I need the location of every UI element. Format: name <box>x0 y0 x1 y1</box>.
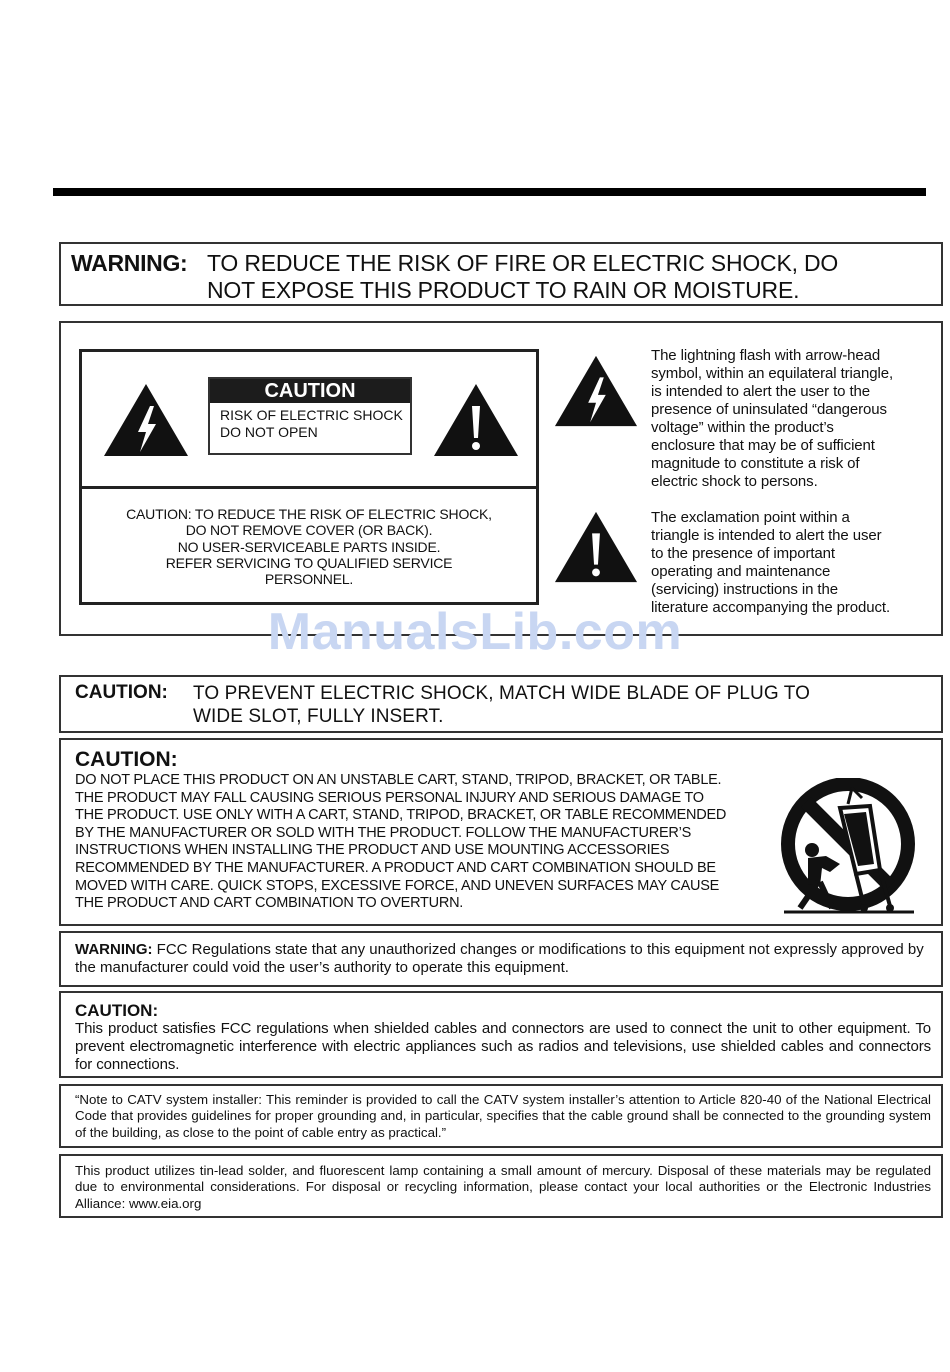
description-line: voltage” within the product’s <box>651 419 834 436</box>
caution-label-line: RISK OF ELECTRIC SHOCK <box>220 407 403 423</box>
caution-text-line: PERSONNEL. <box>264 571 354 588</box>
warning-label: WARNING: <box>71 250 188 276</box>
disposal-note-text: This product utilizes tin-lead solder, and fluorescent lamp containing a small amount of mercury. Disposal of these materials may be regulated due to environmental considerations. For disposal or recycling information, please contact your local authorities or the Electronic Industries Alliance: www.eia.org <box>75 1163 931 1211</box>
catv-note-box <box>59 1084 943 1148</box>
warning-line: NOT EXPOSE THIS PRODUCT TO RAIN OR MOISTURE. <box>207 277 800 303</box>
plug-caution-box <box>59 675 943 733</box>
disposal-note-box <box>59 1154 943 1218</box>
caution-line: THE PRODUCT AND CART COMBINATION TO OVERTURN. <box>75 895 464 912</box>
description-line: enclosure that may be of sufficient <box>651 437 875 454</box>
top-rule <box>53 188 926 196</box>
caution-label-line: DO NOT OPEN <box>220 424 318 440</box>
caution-heading: CAUTION: <box>75 748 178 771</box>
fcc-warning-body: FCC Regulations state that any unauthorized changes or modifications to this equipment not expressly approved by the manufacturer could void the user’s authority to operate this equipment. <box>75 941 924 976</box>
caution-line: WIDE SLOT, FULLY INSERT. <box>193 706 444 727</box>
watermark: ManualsLib.com <box>267 603 683 661</box>
exclamation-description <box>651 509 933 617</box>
caution-line: TO PREVENT ELECTRIC SHOCK, MATCH WIDE BLADE OF PLUG TO <box>193 683 811 704</box>
caution-line: DO NOT PLACE THIS PRODUCT ON AN UNSTABLE CART, STAND, TRIPOD, BRACKET, OR TABLE. <box>75 772 722 788</box>
warning-text <box>207 250 927 304</box>
caution-heading: CAUTION: <box>75 1001 159 1020</box>
caution-line: THE PRODUCT. USE ONLY WITH A CART, STAND, TRIPOD, BRACKET, OR TABLE RECOMMENDED <box>75 807 727 824</box>
plug-caution-text <box>193 682 913 728</box>
caution-line: MOVED WITH CARE. QUICK STOPS, EXCESSIVE FORCE, AND UNEVEN SURFACES MAY CAUSE <box>75 877 720 894</box>
fcc-caution-text: This product satisfies FCC regulations when shielded cables and connectors are used to connect the unit to other equipment. To prevent electromagnetic interference with electric appliances such as radios and televisions, use shielded cables and connectors for connections. <box>75 1020 931 1073</box>
caution-label-panel <box>79 349 539 605</box>
description-line: (servicing) instructions in the <box>651 581 838 598</box>
cart-caution-box <box>59 738 943 926</box>
fire-shock-warning-box <box>59 242 943 306</box>
catv-note-text: “Note to CATV system installer: This reminder is provided to call the CATV system installer’s attention to Article 820-40 of the National Electrical Code that provides guidelines for proper grounding and, in particular, specifies that the cable ground shall be connected to the grounding system of the building, as close to the point of cable entry as practical.” <box>75 1092 931 1140</box>
warning-label: WARNING: <box>75 941 153 958</box>
caution-text-line: DO NOT REMOVE COVER (OR BACK). <box>185 522 433 539</box>
description-line: magnitude to constitute a risk of <box>651 455 860 472</box>
lightning-triangle-icon <box>102 380 190 460</box>
caution-line: INSTRUCTIONS WHEN INSTALLING THE PRODUCT AND USE MOUNTING ACCESSORIES <box>75 842 670 859</box>
description-line: operating and maintenance <box>651 563 831 580</box>
panel-divider <box>82 486 536 489</box>
description-line: The lightning flash with arrow-head <box>651 347 881 364</box>
description-line: presence of uninsulated “dangerous <box>651 401 887 418</box>
caution-label: CAUTION: <box>75 682 168 703</box>
caution-text-line: CAUTION: TO REDUCE THE RISK OF ELECTRIC SHOCK, <box>126 506 492 522</box>
description-line: literature accompanying the product. <box>651 599 891 616</box>
lightning-triangle-icon <box>553 351 639 431</box>
description-line: electric shock to persons. <box>651 473 818 490</box>
caution-label <box>208 377 412 455</box>
fcc-warning-text <box>75 941 925 977</box>
fcc-caution-box <box>59 991 943 1078</box>
description-line: The exclamation point within a <box>651 509 850 526</box>
fcc-warning-box <box>59 931 943 987</box>
description-line: symbol, within an equilateral triangle, <box>651 365 894 382</box>
lightning-description <box>651 347 933 491</box>
description-line: triangle is intended to alert the user <box>651 527 882 544</box>
cart-tipover-icon <box>778 778 920 916</box>
caution-text <box>82 506 536 587</box>
caution-line: THE PRODUCT MAY FALL CAUSING SERIOUS PERSONAL INJURY AND SERIOUS DAMAGE TO <box>75 789 704 806</box>
cart-caution-text <box>75 772 765 913</box>
caution-line: RECOMMENDED BY THE MANUFACTURER. A PRODUCT AND CART COMBINATION SHOULD BE <box>75 859 716 876</box>
exclamation-triangle-icon <box>553 507 639 587</box>
description-line: to the presence of important <box>651 545 835 562</box>
safety-symbols-box <box>59 321 943 636</box>
caution-text-line: REFER SERVICING TO QUALIFIED SERVICE <box>165 554 453 571</box>
caution-line: BY THE MANUFACTURER OR SOLD WITH THE PRODUCT. FOLLOW THE MANUFACTURER’S <box>75 824 692 841</box>
exclamation-triangle-icon <box>432 380 520 460</box>
caution-text-line: NO USER-SERVICEABLE PARTS INSIDE. <box>177 538 441 555</box>
caution-label-title: CAUTION <box>210 379 410 403</box>
warning-line: TO REDUCE THE RISK OF FIRE OR ELECTRIC SHOCK, DO <box>207 250 839 276</box>
description-line: is intended to alert the user to the <box>651 383 871 400</box>
